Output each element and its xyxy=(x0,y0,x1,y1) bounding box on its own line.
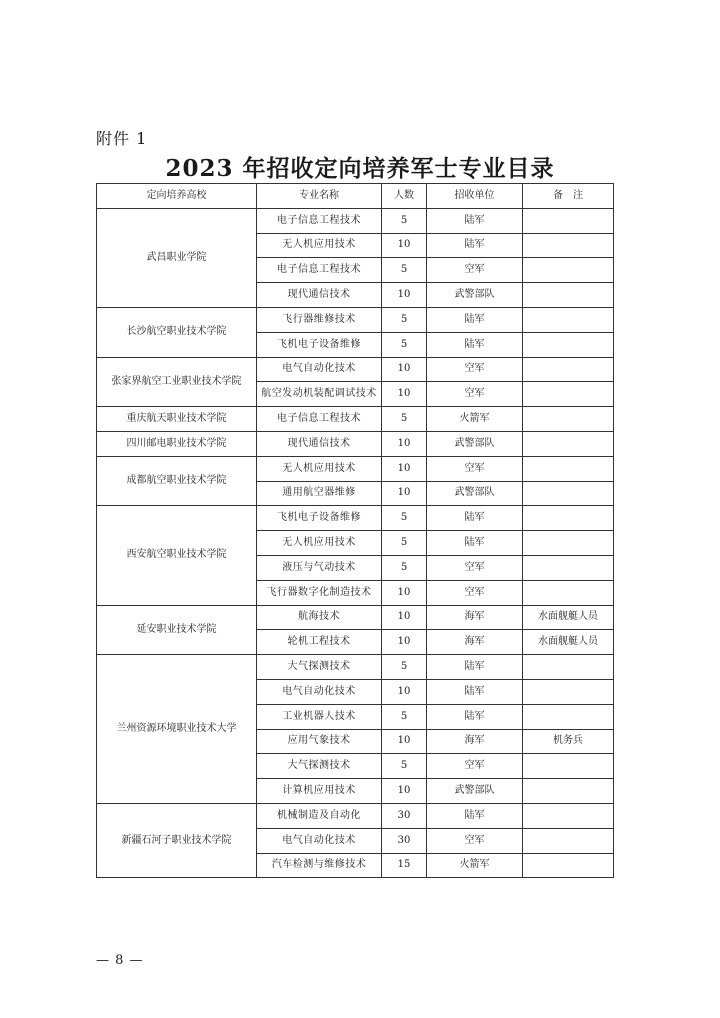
major-cell: 通用航空器维修 xyxy=(257,481,382,506)
header-unit: 招收单位 xyxy=(427,184,523,209)
unit-cell: 武警部队 xyxy=(427,481,523,506)
count-cell: 10 xyxy=(382,605,427,630)
unit-cell: 陆军 xyxy=(427,208,523,233)
note-cell xyxy=(523,779,614,804)
school-cell: 新疆石河子职业技术学院 xyxy=(97,803,257,877)
count-cell: 15 xyxy=(382,853,427,878)
note-cell xyxy=(523,332,614,357)
count-cell: 10 xyxy=(382,630,427,655)
note-cell xyxy=(523,407,614,432)
note-cell xyxy=(523,456,614,481)
note-cell xyxy=(523,679,614,704)
table-row xyxy=(97,803,614,828)
major-cell: 工业机器人技术 xyxy=(257,704,382,729)
note-cell xyxy=(523,704,614,729)
table-body xyxy=(97,208,614,878)
count-cell: 10 xyxy=(382,456,427,481)
note-cell xyxy=(523,307,614,332)
table-row xyxy=(97,208,614,233)
table-row xyxy=(97,307,614,332)
table-row xyxy=(97,431,614,456)
major-cell: 无人机应用技术 xyxy=(257,233,382,258)
school-cell: 延安职业技术学院 xyxy=(97,605,257,655)
count-cell: 5 xyxy=(382,506,427,531)
major-cell: 电子信息工程技术 xyxy=(257,407,382,432)
count-cell: 5 xyxy=(382,531,427,556)
count-cell: 5 xyxy=(382,407,427,432)
unit-cell: 海军 xyxy=(427,630,523,655)
major-cell: 飞行器数字化制造技术 xyxy=(257,580,382,605)
note-cell xyxy=(523,208,614,233)
school-cell: 兰州资源环境职业技术大学 xyxy=(97,655,257,804)
school-cell: 成都航空职业技术学院 xyxy=(97,456,257,506)
count-cell: 5 xyxy=(382,655,427,680)
page-number: — 8 — xyxy=(96,953,144,968)
note-cell xyxy=(523,754,614,779)
header-note: 备 注 xyxy=(523,184,614,209)
table-header-row xyxy=(97,184,614,209)
major-cell: 大气探测技术 xyxy=(257,655,382,680)
unit-cell: 陆军 xyxy=(427,332,523,357)
count-cell: 30 xyxy=(382,803,427,828)
attachment-label: 附件 1 xyxy=(96,129,148,148)
unit-cell: 陆军 xyxy=(427,803,523,828)
school-cell: 西安航空职业技术学院 xyxy=(97,506,257,605)
note-cell xyxy=(523,481,614,506)
count-cell: 5 xyxy=(382,332,427,357)
unit-cell: 海军 xyxy=(427,729,523,754)
major-cell: 现代通信技术 xyxy=(257,431,382,456)
school-cell: 四川邮电职业技术学院 xyxy=(97,431,257,456)
unit-cell: 陆军 xyxy=(427,679,523,704)
table-row xyxy=(97,655,614,680)
unit-cell: 陆军 xyxy=(427,655,523,680)
count-cell: 10 xyxy=(382,357,427,382)
major-cell: 机械制造及自动化 xyxy=(257,803,382,828)
note-cell: 水面舰艇人员 xyxy=(523,605,614,630)
count-cell: 10 xyxy=(382,382,427,407)
table-row xyxy=(97,605,614,630)
major-cell: 飞行器维修技术 xyxy=(257,307,382,332)
header-major: 专业名称 xyxy=(257,184,382,209)
note-cell xyxy=(523,531,614,556)
table-row xyxy=(97,506,614,531)
unit-cell: 空军 xyxy=(427,258,523,283)
major-cell: 电气自动化技术 xyxy=(257,357,382,382)
unit-cell: 火箭军 xyxy=(427,853,523,878)
note-cell: 机务兵 xyxy=(523,729,614,754)
note-cell: 水面舰艇人员 xyxy=(523,630,614,655)
unit-cell: 空军 xyxy=(427,580,523,605)
school-cell: 长沙航空职业技术学院 xyxy=(97,307,257,357)
major-cell: 电子信息工程技术 xyxy=(257,208,382,233)
major-cell: 现代通信技术 xyxy=(257,283,382,308)
table-row xyxy=(97,407,614,432)
header-school: 定向培养高校 xyxy=(97,184,257,209)
count-cell: 5 xyxy=(382,754,427,779)
note-cell xyxy=(523,431,614,456)
major-cell: 航空发动机装配调试技术 xyxy=(257,382,382,407)
major-cell: 电气自动化技术 xyxy=(257,679,382,704)
unit-cell: 陆军 xyxy=(427,704,523,729)
unit-cell: 火箭军 xyxy=(427,407,523,432)
count-cell: 5 xyxy=(382,208,427,233)
major-cell: 无人机应用技术 xyxy=(257,456,382,481)
count-cell: 10 xyxy=(382,679,427,704)
major-catalog-table xyxy=(96,183,614,878)
unit-cell: 海军 xyxy=(427,605,523,630)
major-cell: 航海技术 xyxy=(257,605,382,630)
school-cell: 武昌职业学院 xyxy=(97,208,257,307)
count-cell: 10 xyxy=(382,431,427,456)
unit-cell: 武警部队 xyxy=(427,431,523,456)
note-cell xyxy=(523,828,614,853)
unit-cell: 空军 xyxy=(427,754,523,779)
count-cell: 5 xyxy=(382,555,427,580)
count-cell: 5 xyxy=(382,704,427,729)
note-cell xyxy=(523,382,614,407)
count-cell: 10 xyxy=(382,283,427,308)
count-cell: 30 xyxy=(382,828,427,853)
major-cell: 电气自动化技术 xyxy=(257,828,382,853)
unit-cell: 陆军 xyxy=(427,531,523,556)
note-cell xyxy=(523,803,614,828)
unit-cell: 武警部队 xyxy=(427,283,523,308)
major-cell: 飞机电子设备维修 xyxy=(257,506,382,531)
count-cell: 5 xyxy=(382,258,427,283)
major-cell: 计算机应用技术 xyxy=(257,779,382,804)
school-cell: 张家界航空工业职业技术学院 xyxy=(97,357,257,407)
major-cell: 应用气象技术 xyxy=(257,729,382,754)
count-cell: 10 xyxy=(382,729,427,754)
unit-cell: 武警部队 xyxy=(427,779,523,804)
note-cell xyxy=(523,357,614,382)
count-cell: 10 xyxy=(382,779,427,804)
count-cell: 10 xyxy=(382,481,427,506)
table-row xyxy=(97,456,614,481)
note-cell xyxy=(523,233,614,258)
major-cell: 汽车检测与维修技术 xyxy=(257,853,382,878)
unit-cell: 陆军 xyxy=(427,506,523,531)
unit-cell: 陆军 xyxy=(427,307,523,332)
note-cell xyxy=(523,258,614,283)
major-cell: 液压与气动技术 xyxy=(257,555,382,580)
school-cell: 重庆航天职业技术学院 xyxy=(97,407,257,432)
count-cell: 10 xyxy=(382,580,427,605)
note-cell xyxy=(523,283,614,308)
note-cell xyxy=(523,580,614,605)
unit-cell: 陆军 xyxy=(427,233,523,258)
note-cell xyxy=(523,555,614,580)
major-cell: 飞机电子设备维修 xyxy=(257,332,382,357)
unit-cell: 空军 xyxy=(427,828,523,853)
unit-cell: 空军 xyxy=(427,382,523,407)
major-cell: 无人机应用技术 xyxy=(257,531,382,556)
major-cell: 电子信息工程技术 xyxy=(257,258,382,283)
note-cell xyxy=(523,655,614,680)
unit-cell: 空军 xyxy=(427,357,523,382)
unit-cell: 空军 xyxy=(427,456,523,481)
document-title: 2023 年招收定向培养军士专业目录 xyxy=(165,155,555,182)
unit-cell: 空军 xyxy=(427,555,523,580)
note-cell xyxy=(523,853,614,878)
major-cell: 轮机工程技术 xyxy=(257,630,382,655)
major-cell: 大气探测技术 xyxy=(257,754,382,779)
note-cell xyxy=(523,506,614,531)
table-row xyxy=(97,357,614,382)
count-cell: 10 xyxy=(382,233,427,258)
header-count: 人数 xyxy=(382,184,427,209)
count-cell: 5 xyxy=(382,307,427,332)
